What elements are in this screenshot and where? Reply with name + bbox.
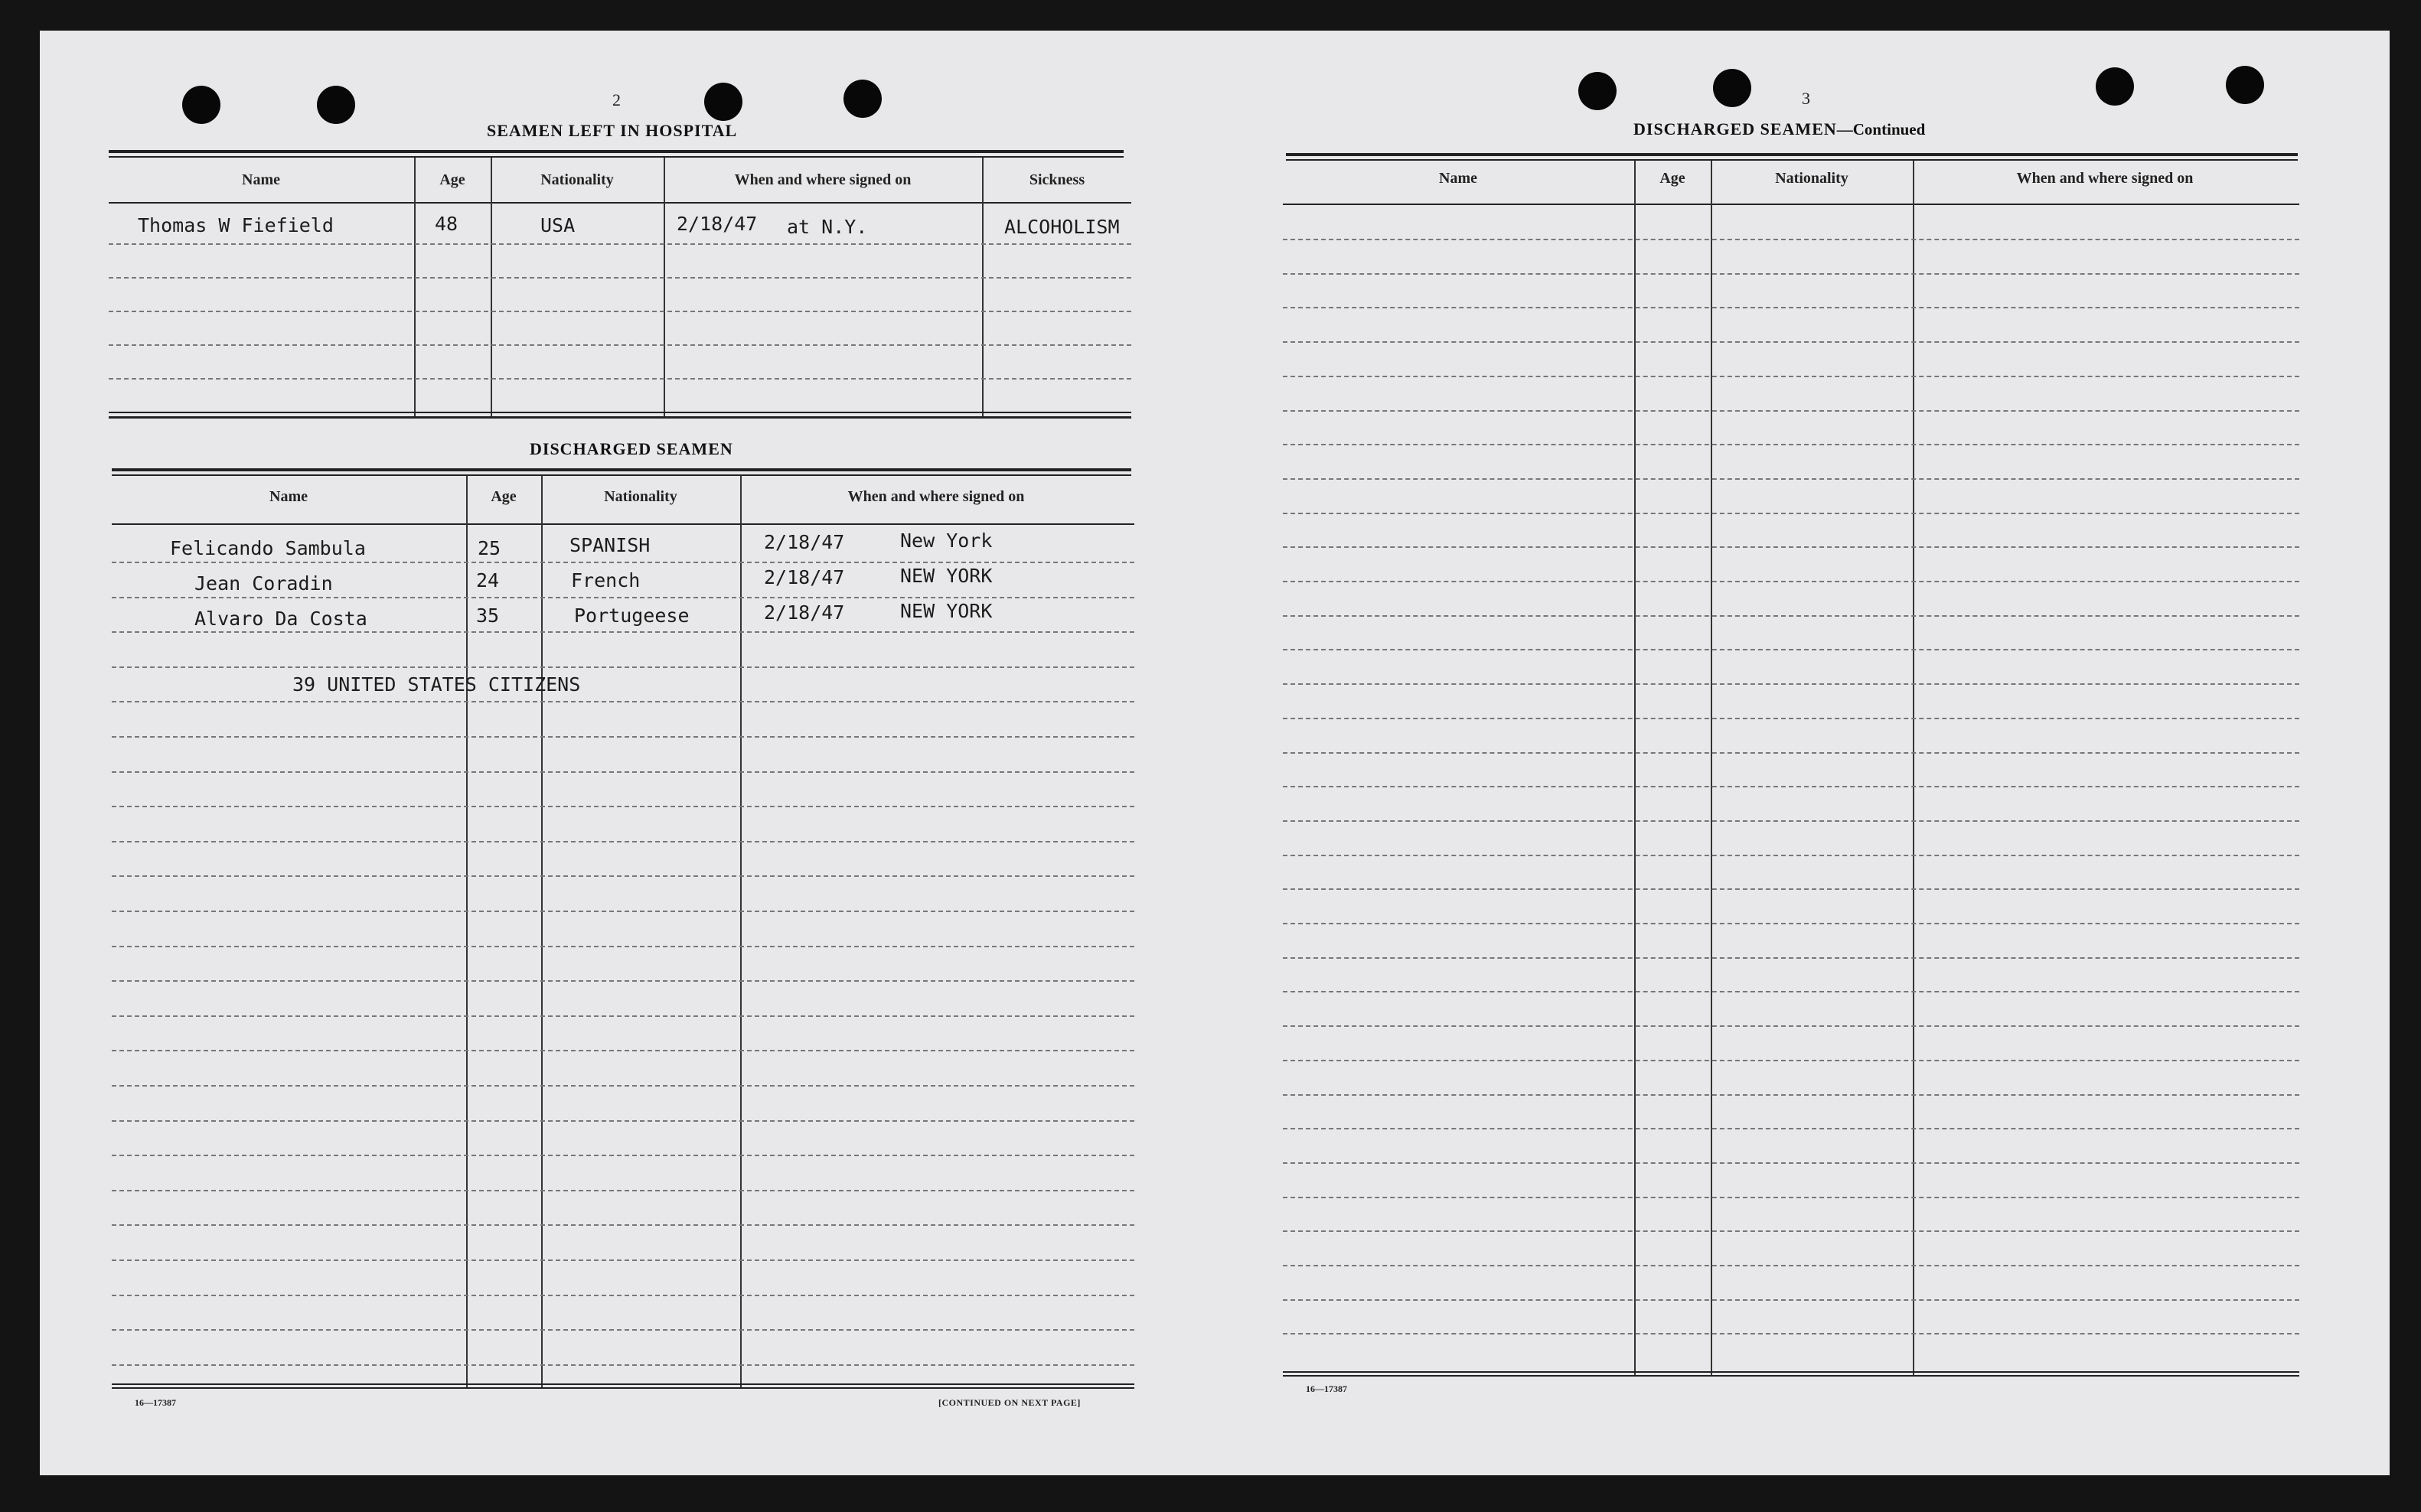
ruled-line	[1283, 649, 2299, 650]
ruled-line	[112, 1295, 1134, 1296]
discharged-bottom-rule-2	[112, 1387, 1134, 1389]
ruled-line	[1283, 307, 2299, 308]
hospital-row-name: Thomas W Fiefield	[138, 214, 334, 236]
hospital-header-nationality: Nationality	[540, 171, 614, 188]
ruled-line	[1283, 1333, 2299, 1334]
ruled-line	[1283, 273, 2299, 275]
right-page-number: 3	[1802, 89, 1810, 108]
discharged-row-2-place: NEW YORK	[900, 565, 993, 587]
discharged-col-divider-3	[740, 476, 742, 1388]
discharged-row-1-place: New York	[900, 530, 993, 552]
ruled-line	[112, 1120, 1134, 1122]
discharged-top-rule	[112, 468, 1131, 471]
hospital-row-line	[109, 378, 1131, 380]
discharged-row-1-age: 25	[478, 537, 501, 559]
discharged-row-1-nationality: SPANISH	[569, 534, 651, 556]
ruled-line	[1283, 239, 2299, 240]
ruled-line	[1283, 1128, 2299, 1129]
hospital-header-age: Age	[439, 171, 465, 188]
right-section-title	[1633, 119, 1925, 139]
hospital-row-line	[109, 311, 1131, 312]
right-header-signed-on: When and where signed on	[2016, 170, 2194, 187]
ruled-line	[1283, 444, 2299, 445]
ruled-line	[1283, 820, 2299, 822]
ruled-line	[1283, 991, 2299, 992]
discharged-header-name: Name	[269, 488, 308, 505]
discharged-header-age: Age	[491, 488, 517, 505]
discharged-row-2-date: 2/18/47	[764, 566, 845, 588]
ruled-line	[112, 597, 1134, 598]
citizens-note: 39 UNITED STATES CITIZENS	[292, 673, 581, 696]
ruled-line	[1283, 1197, 2299, 1198]
discharged-section-title: DISCHARGED SEAMEN	[530, 439, 733, 458]
ruled-line	[1283, 786, 2299, 787]
ruled-line	[1283, 683, 2299, 685]
ruled-line	[1283, 581, 2299, 582]
hospital-header-rule	[109, 202, 1131, 204]
punch-hole-5	[1578, 72, 1617, 110]
ruled-line	[112, 562, 1134, 563]
discharged-row-3-date: 2/18/47	[764, 601, 845, 624]
ruled-line	[112, 1085, 1134, 1087]
ruled-line	[1283, 957, 2299, 959]
ruled-line	[112, 666, 1134, 668]
ruled-line	[1283, 888, 2299, 890]
punch-hole-1	[182, 86, 220, 124]
ruled-line	[1283, 1299, 2299, 1301]
right-header-rule	[1283, 204, 2299, 205]
ruled-line	[1283, 718, 2299, 719]
right-bottom-rule-2	[1283, 1375, 2299, 1377]
discharged-row-1-name: Felicando Sambula	[170, 537, 366, 559]
ruled-line	[1283, 341, 2299, 343]
hospital-row-age: 48	[435, 213, 458, 235]
ruled-line	[1283, 923, 2299, 924]
ruled-line	[1283, 615, 2299, 617]
discharged-row-2-name: Jean Coradin	[194, 572, 333, 595]
right-form-number: 16—17387	[1306, 1383, 1347, 1394]
discharged-header-nationality: Nationality	[604, 488, 677, 505]
hospital-row-date: 2/18/47	[677, 213, 758, 235]
hospital-bottom-rule	[109, 412, 1131, 413]
ruled-line	[112, 736, 1134, 738]
right-top-rule-2	[1286, 159, 2298, 161]
punch-hole-7	[2096, 67, 2134, 106]
punch-hole-3	[704, 83, 742, 121]
hospital-row-sickness: ALCOHOLISM	[1004, 216, 1120, 238]
right-header-nationality: Nationality	[1775, 170, 1848, 187]
hospital-bottom-rule-2	[109, 416, 1131, 419]
discharged-bottom-rule	[112, 1383, 1134, 1385]
discharged-row-3-name: Alvaro Da Costa	[194, 608, 367, 630]
ruled-line	[112, 911, 1134, 912]
right-bottom-rule	[1283, 1371, 2299, 1373]
hospital-section-title: SEAMEN LEFT IN HOSPITAL	[487, 121, 738, 140]
ruled-line	[112, 1364, 1134, 1366]
discharged-col-divider-1	[466, 476, 468, 1388]
hospital-row-place: at N.Y.	[787, 216, 868, 238]
discharged-row-3-nationality: Portugeese	[574, 604, 690, 627]
ruled-line	[1283, 1060, 2299, 1061]
right-title-main: DISCHARGED SEAMEN	[1633, 119, 1837, 138]
discharged-col-divider-2	[541, 476, 543, 1388]
ruled-line	[112, 841, 1134, 842]
ruled-line	[1283, 478, 2299, 480]
hospital-header-signed-on: When and where signed on	[734, 171, 912, 188]
right-col-divider-1	[1634, 161, 1636, 1376]
hospital-header-sickness: Sickness	[1029, 171, 1085, 188]
hospital-top-rule-2	[109, 156, 1124, 158]
discharged-row-3-place: NEW YORK	[900, 600, 993, 622]
hospital-header-name: Name	[242, 171, 280, 188]
punch-hole-8	[2226, 66, 2264, 104]
discharged-header-rule	[112, 523, 1134, 525]
right-title-suffix: —Continued	[1836, 120, 1926, 138]
ruled-line	[112, 1224, 1134, 1226]
right-header-name: Name	[1439, 170, 1477, 187]
ruled-line	[1283, 376, 2299, 377]
ruled-line	[112, 631, 1134, 633]
ruled-line	[112, 1155, 1134, 1156]
hospital-row-line	[109, 277, 1131, 279]
right-top-rule	[1286, 153, 2298, 156]
right-header-age: Age	[1659, 170, 1685, 187]
punch-hole-2	[317, 86, 355, 124]
discharged-row-2-nationality: French	[571, 569, 641, 591]
ruled-line	[112, 701, 1134, 702]
ruled-line	[112, 1259, 1134, 1261]
ruled-line	[1283, 1162, 2299, 1164]
discharged-row-1-date: 2/18/47	[764, 531, 845, 553]
ruled-line	[1283, 546, 2299, 548]
discharged-top-rule-2	[112, 474, 1131, 476]
left-form-number: 16—17387	[135, 1397, 176, 1408]
hospital-row-nationality: USA	[540, 214, 576, 236]
ruled-line	[112, 875, 1134, 877]
ruled-line	[112, 1190, 1134, 1191]
ruled-line	[1283, 410, 2299, 412]
ruled-line	[112, 806, 1134, 807]
discharged-header-signed-on: When and where signed on	[847, 488, 1025, 505]
ruled-line	[112, 980, 1134, 982]
ruled-line	[1283, 855, 2299, 856]
discharged-row-3-age: 35	[476, 604, 500, 627]
right-col-divider-2	[1711, 161, 1712, 1376]
discharged-row-2-age: 24	[476, 569, 500, 591]
hospital-top-rule	[109, 150, 1124, 153]
punch-hole-4	[843, 80, 882, 118]
punch-hole-6	[1713, 69, 1751, 107]
ruled-line	[112, 1050, 1134, 1051]
hospital-row-line	[109, 344, 1131, 346]
right-col-divider-3	[1913, 161, 1914, 1376]
ruled-line	[1283, 1025, 2299, 1027]
ruled-line	[1283, 752, 2299, 754]
ruled-line	[112, 946, 1134, 947]
ruled-line	[1283, 1265, 2299, 1266]
ruled-line	[1283, 1094, 2299, 1096]
left-page-number: 2	[612, 90, 621, 109]
hospital-row-line	[109, 243, 1131, 245]
continued-note: [CONTINUED ON NEXT PAGE]	[938, 1397, 1081, 1408]
ruled-line	[112, 1329, 1134, 1331]
ruled-line	[1283, 1230, 2299, 1232]
ruled-line	[1283, 513, 2299, 514]
ruled-line	[112, 1015, 1134, 1017]
ruled-line	[112, 771, 1134, 773]
